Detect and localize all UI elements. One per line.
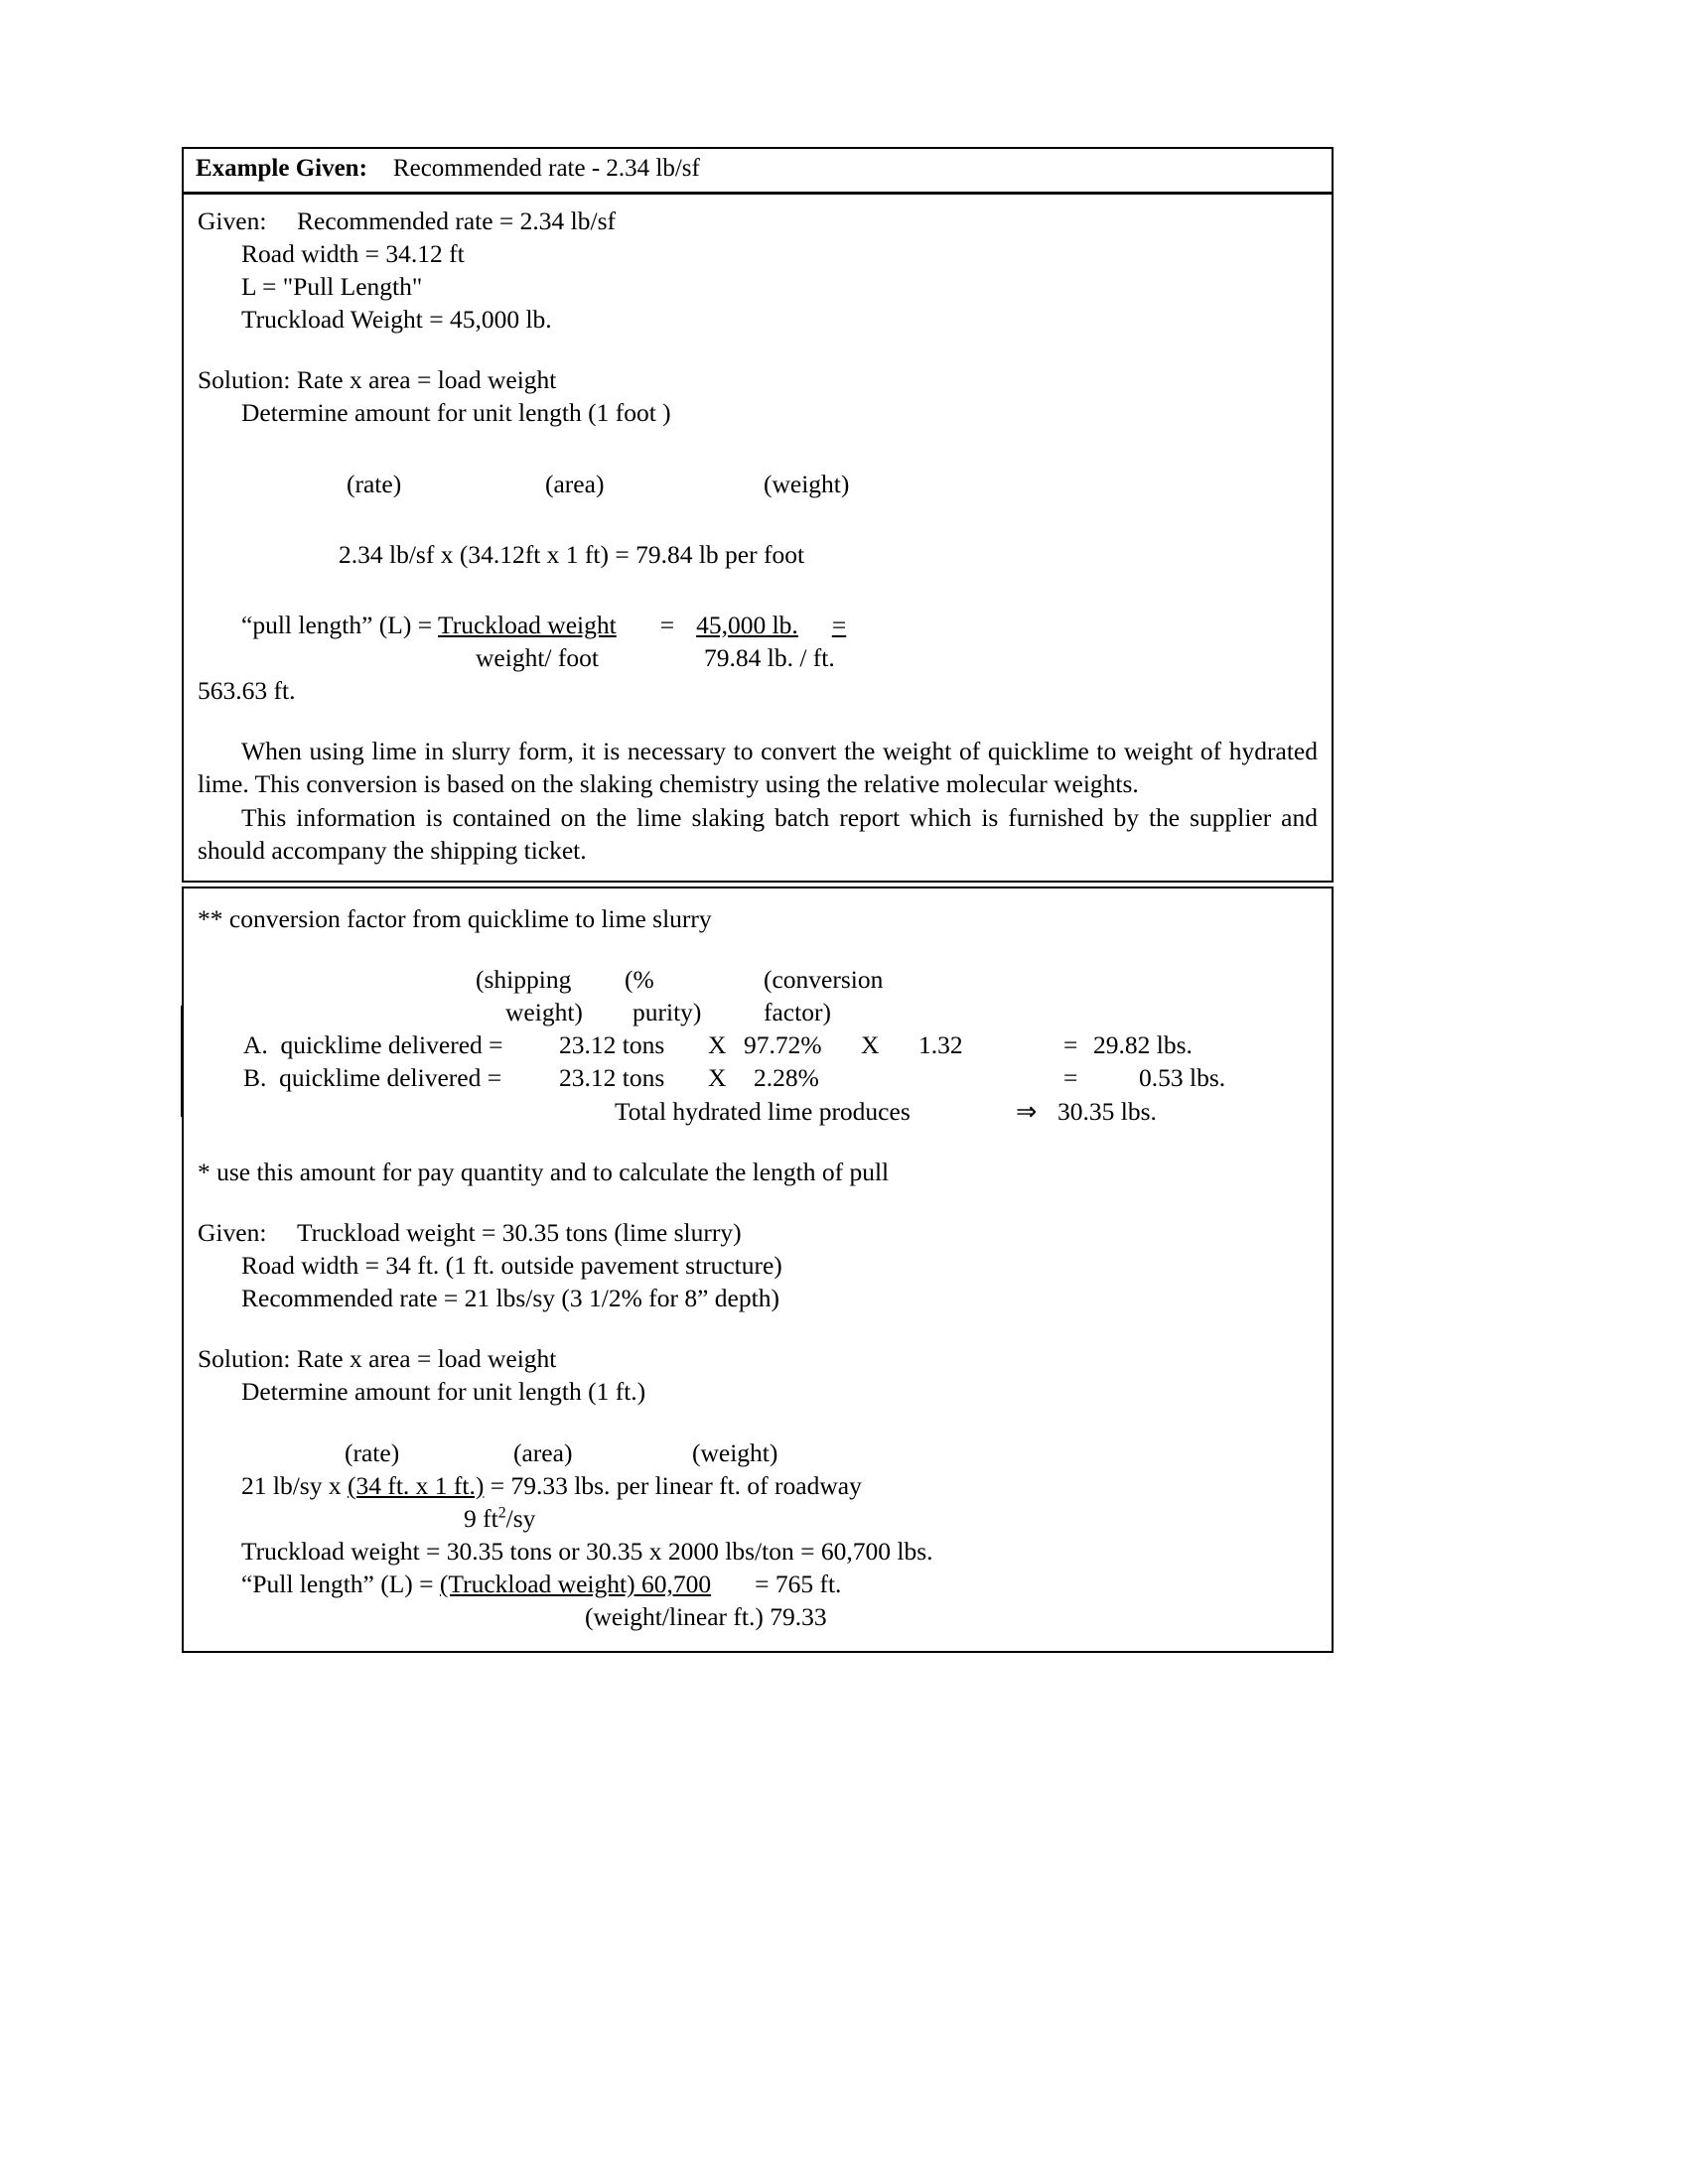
given-detail-line-2: Road width = 34 ft. (1 ft. outside pavement structure) (241, 1250, 782, 1280)
weight-header-2: (weight) (692, 1437, 778, 1467)
pull-length-denominator-row (476, 641, 1318, 674)
table-header-row-2 (505, 996, 1318, 1028)
weight-header: (weight) (764, 469, 850, 498)
row-label: B. quicklime delivered = (243, 1063, 502, 1093)
calc-denominator-exponent: 2 (497, 1504, 506, 1522)
column-headers-row-2 (345, 1436, 1318, 1469)
area-header-2: (area) (513, 1437, 573, 1467)
given-value-2: Truckload weight = 30.35 tons (lime slurry) (297, 1217, 742, 1247)
shipping-header: (shipping (476, 965, 572, 994)
calc-suffix: = 79.33 lbs. per linear ft. of roadway (484, 1470, 862, 1500)
determine-line: Determine amount for unit length (1 foot ) (241, 398, 671, 428)
calc-numerator: (34 ft. x 1 ft.) (347, 1470, 485, 1500)
conversion-header: (conversion (764, 965, 884, 994)
document-content (182, 147, 1334, 1653)
given-detail-line: Road width = 34.12 ft (241, 238, 465, 268)
total-label: Total hydrated lime produces (615, 1096, 911, 1126)
pull-length-result-2: = 765 ft. (755, 1570, 842, 1599)
paragraph-conversion: When using lime in slurry form, it is necessary to convert the weight of quicklime to weight of hydrated lime. This conversion is based on the slaking chemistry using the relative molecular weights. (198, 737, 1318, 799)
pull-length-numerator-1: Truckload weight (438, 610, 617, 639)
column-headers-row (347, 468, 1318, 500)
equation-line: 2.34 lb/sf x (34.12ft x 1 ft) = 79.84 lb per foot (339, 539, 805, 569)
calc-denominator (464, 1502, 1318, 1535)
pay-quantity-note: * use this amount for pay quantity and to calculate the length of pull (198, 1157, 890, 1186)
rate-header-2: (rate) (345, 1437, 400, 1467)
given-line-2 (198, 1216, 1318, 1249)
rate-header: (rate) (347, 469, 402, 498)
row-equals: = (1063, 1063, 1078, 1093)
purity-subheader: purity) (633, 998, 702, 1027)
row-times-1: X (708, 1030, 727, 1060)
calc-line (241, 1469, 1318, 1502)
row-purity: 97.72% (744, 1030, 822, 1060)
pull-length-equals-2: = (831, 610, 847, 639)
pull-length-prefix: “pull length” (L) = (241, 610, 439, 639)
margin-tick (181, 1006, 184, 1117)
row-purity: 2.28% (754, 1063, 819, 1093)
calc-prefix: 21 lb/sy x (241, 1470, 348, 1500)
row-result: 29.82 lbs. (1093, 1030, 1193, 1060)
pull-length-denominator-2: (weight/linear ft.) 79.33 (585, 1602, 827, 1632)
weight-subheader: weight) (505, 998, 583, 1027)
table-row (243, 1061, 1318, 1094)
example-given-value: Recommended rate - 2.34 lb/sf (392, 155, 700, 182)
row-shipping-weight: 23.12 tons (559, 1063, 665, 1093)
calc-denominator-pre: 9 ft (464, 1503, 498, 1533)
given-line (198, 205, 1318, 237)
row-shipping-weight: 23.12 tons (559, 1030, 665, 1060)
given-detail-line: Truckload Weight = 45,000 lb. (241, 305, 552, 335)
given-label: Given: (198, 205, 267, 235)
given-value: Recommended rate = 2.34 lb/sf (297, 205, 617, 235)
section-two-box (182, 887, 1334, 1654)
total-row (615, 1095, 1318, 1128)
pull-length-prefix-2: “Pull length” (L) = (241, 1570, 440, 1599)
example-given-label: Example Given: (196, 155, 367, 182)
factor-subheader: factor) (764, 998, 831, 1027)
table-header-row-1 (476, 963, 1318, 996)
row-label: A. quicklime delivered = (243, 1030, 503, 1060)
pull-length-result: 563.63 ft. (198, 676, 296, 706)
pull-length-line (241, 609, 1318, 641)
example-given-header (182, 147, 1334, 193)
calc-denominator-post: /sy (505, 1503, 536, 1533)
pull-length-equals-1: = (659, 610, 675, 639)
row-times-2: X (861, 1030, 880, 1060)
row-result: 0.53 lbs. (1139, 1063, 1226, 1093)
paragraph-batch-report: This information is contained on the lime slaking batch report which is furnished by the supplier and should accompany the shipping ticket. (198, 802, 1318, 865)
total-arrow-icon: ⇒ (1016, 1096, 1038, 1126)
determine-line-2: Determine amount for unit length (1 ft.) (241, 1377, 646, 1407)
pull-length-numerator-3: (Truckload weight) 60,700 (439, 1570, 712, 1599)
row-factor: 1.32 (918, 1030, 963, 1060)
solution-line-2: Solution: Rate x area = load weight (198, 1344, 557, 1374)
solution-line: Solution: Rate x area = load weight (198, 365, 557, 395)
truckload-weight-line: Truckload weight = 30.35 tons or 30.35 x 2000 lbs/ton = 60,700 lbs. (241, 1536, 933, 1566)
given-detail-line-2: Recommended rate = 21 lbs/sy (3 1/2% for 8” depth) (241, 1284, 779, 1313)
pull-length-denominator-2: 79.84 lb. / ft. (704, 643, 835, 673)
pull-length-numerator-2: 45,000 lb. (696, 610, 798, 639)
table-row (243, 1028, 1318, 1061)
section-one-box (182, 193, 1334, 883)
area-header: (area) (545, 469, 605, 498)
row-equals: = (1063, 1030, 1078, 1060)
given-label-2: Given: (198, 1217, 267, 1247)
given-detail-line: L = "Pull Length" (241, 272, 423, 302)
conversion-factor-note: ** conversion factor from quicklime to lime slurry (198, 903, 712, 933)
total-value: 30.35 lbs. (1057, 1096, 1157, 1126)
pull-length-line-2 (241, 1568, 1318, 1600)
percent-header: (% (625, 965, 654, 994)
pull-length-denominator-1: weight/ foot (476, 643, 599, 673)
row-times-1: X (708, 1063, 727, 1093)
